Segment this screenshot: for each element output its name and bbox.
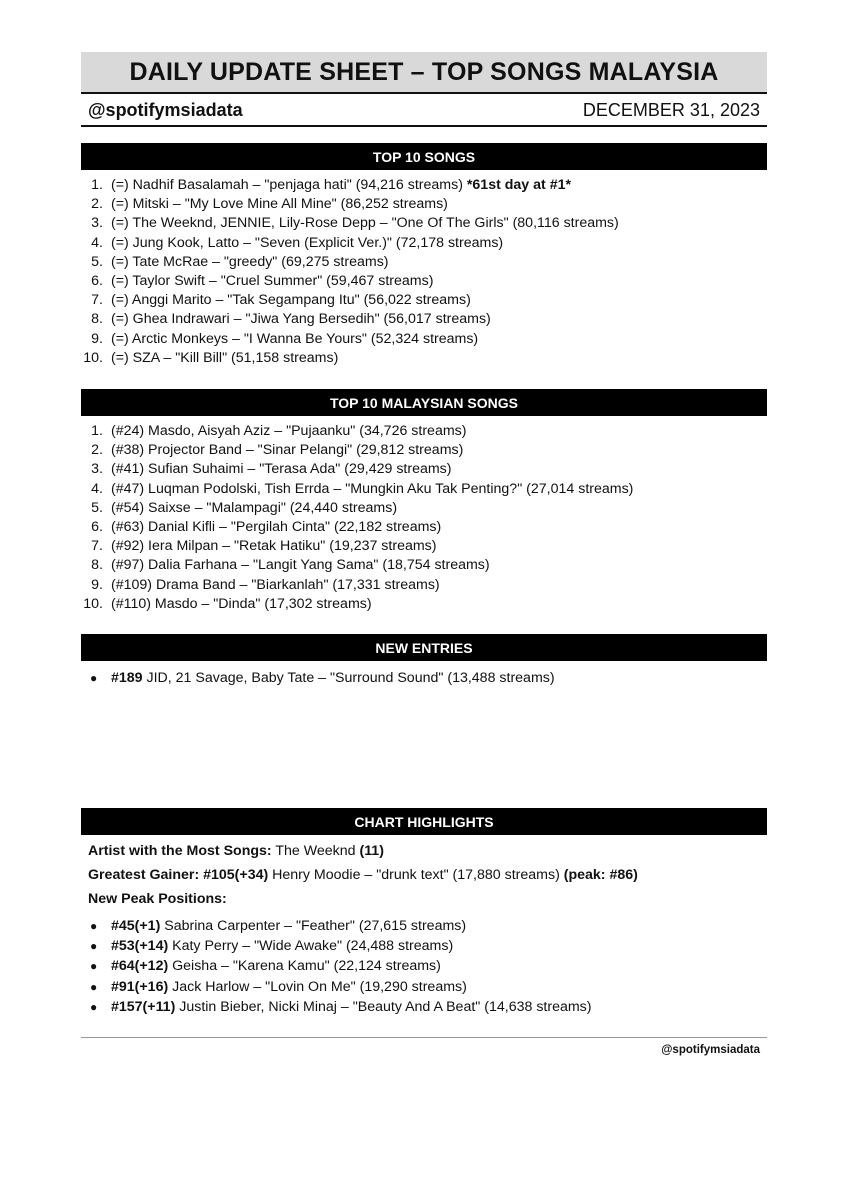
bullet-icon: ● [90, 959, 98, 974]
new-entries-list [88, 668, 768, 688]
list-item: 3. (=) The Weeknd, JENNIE, Lily-Rose Depp – "One Of The Girls" (80,116 streams) [91, 215, 619, 232]
list-item: ● #64(+12) Geisha – "Karena Kamu" (22,124 streams) [88, 956, 768, 976]
bullet-icon: ● [90, 939, 98, 954]
new-peaks-label: New Peak Positions: [88, 891, 227, 907]
list-item: 2. (#38) Projector Band – "Sinar Pelangi" (29,812 streams) [91, 442, 464, 459]
footer-divider [81, 1037, 767, 1038]
list-item: 9. (#109) Drama Band – "Biarkanlah" (17,331 streams) [91, 576, 440, 593]
list-item: 4. (=) Jung Kook, Latto – "Seven (Explicit Ver.)" (72,178 streams) [91, 234, 504, 251]
list-item: 1. (=) Nadhif Basalamah – "penjaga hati" (94,216 streams) *61st day at #1* [91, 177, 571, 193]
list-item: ● #189 JID, 21 Savage, Baby Tate – "Surround Sound" (13,488 streams) [88, 668, 768, 688]
list-item: 7. (=) Anggi Marito – "Tak Segampang Itu" (56,022 streams) [91, 292, 471, 309]
list-item: 8. (=) Ghea Indrawari – "Jiwa Yang Bersedih" (56,017 streams) [91, 311, 491, 328]
account-handle: @spotifymsiadata [88, 99, 243, 120]
malaysian-list [81, 422, 767, 614]
bullet-icon: ● [90, 999, 98, 1014]
list-item: ● #45(+1) Sabrina Carpenter – "Feather" (27,615 streams) [88, 916, 768, 936]
list-item: 5. (=) Tate McRae – "greedy" (69,275 streams) [91, 253, 389, 270]
list-item: 4. (#47) Luqman Podolski, Tish Errda – "Mungkin Aku Tak Penting?" (27,014 streams) [91, 480, 634, 497]
list-item: ● #157(+11) Justin Bieber, Nicki Minaj – "Beauty And A Beat" (14,638 streams) [88, 997, 768, 1017]
list-item: 10. (#110) Masdo – "Dinda" (17,302 streams) [83, 595, 372, 612]
section-header-new-entries: NEW ENTRIES [81, 634, 767, 661]
top10-list [81, 176, 767, 368]
list-item: 10. (=) SZA – "Kill Bill" (51,158 streams) [83, 349, 339, 366]
footer-handle: @spotifymsiadata [661, 1044, 760, 1056]
report-date: DECEMBER 31, 2023 [582, 99, 760, 120]
list-item: 5. (#54) Saixse – "Malampagi" (24,440 streams) [91, 499, 398, 516]
bullet-icon: ● [90, 919, 98, 933]
list-item: 7. (#92) Iera Milpan – "Retak Hatiku" (19,237 streams) [91, 538, 437, 555]
meta-row [88, 98, 760, 122]
bullet-icon: ● [90, 979, 98, 994]
streak-note: *61st day at #1* [466, 177, 571, 193]
section-header-highlights: CHART HIGHLIGHTS [81, 808, 767, 835]
section-header-top10: TOP 10 SONGS [81, 143, 767, 170]
greatest-gainer-line: Greatest Gainer: #105(+34) Henry Moodie – "drunk text" (17,880 streams) (peak: #86) [88, 867, 638, 883]
list-item: 6. (=) Taylor Swift – "Cruel Summer" (59,467 streams) [91, 272, 434, 289]
list-item: 8. (#97) Dalia Farhana – "Langit Yang Sama" (18,754 streams) [91, 557, 490, 574]
section-header-malaysian: TOP 10 MALAYSIAN SONGS [81, 389, 767, 416]
list-item: ● #53(+14) Katy Perry – "Wide Awake" (24,488 streams) [88, 936, 768, 956]
list-item: 6. (#63) Danial Kifli – "Pergilah Cinta" (22,182 streams) [91, 518, 442, 535]
new-peaks-list [88, 916, 768, 1017]
list-item: ● #91(+16) Jack Harlow – "Lovin On Me" (19,290 streams) [88, 977, 768, 997]
list-item: 9. (=) Arctic Monkeys – "I Wanna Be Yours" (52,324 streams) [91, 330, 479, 347]
list-item: 2. (=) Mitski – "My Love Mine All Mine" (86,252 streams) [91, 196, 448, 213]
page-title: DAILY UPDATE SHEET – TOP SONGS MALAYSIA [81, 52, 767, 94]
bullet-icon: ● [90, 671, 98, 685]
most-songs-line: Artist with the Most Songs: The Weeknd (11) [88, 843, 384, 859]
list-item: 3. (#41) Sufian Suhaimi – "Terasa Ada" (29,429 streams) [91, 461, 452, 478]
header-divider [81, 125, 767, 127]
list-item: 1. (#24) Masdo, Aisyah Aziz – "Pujaanku" (34,726 streams) [91, 423, 467, 439]
